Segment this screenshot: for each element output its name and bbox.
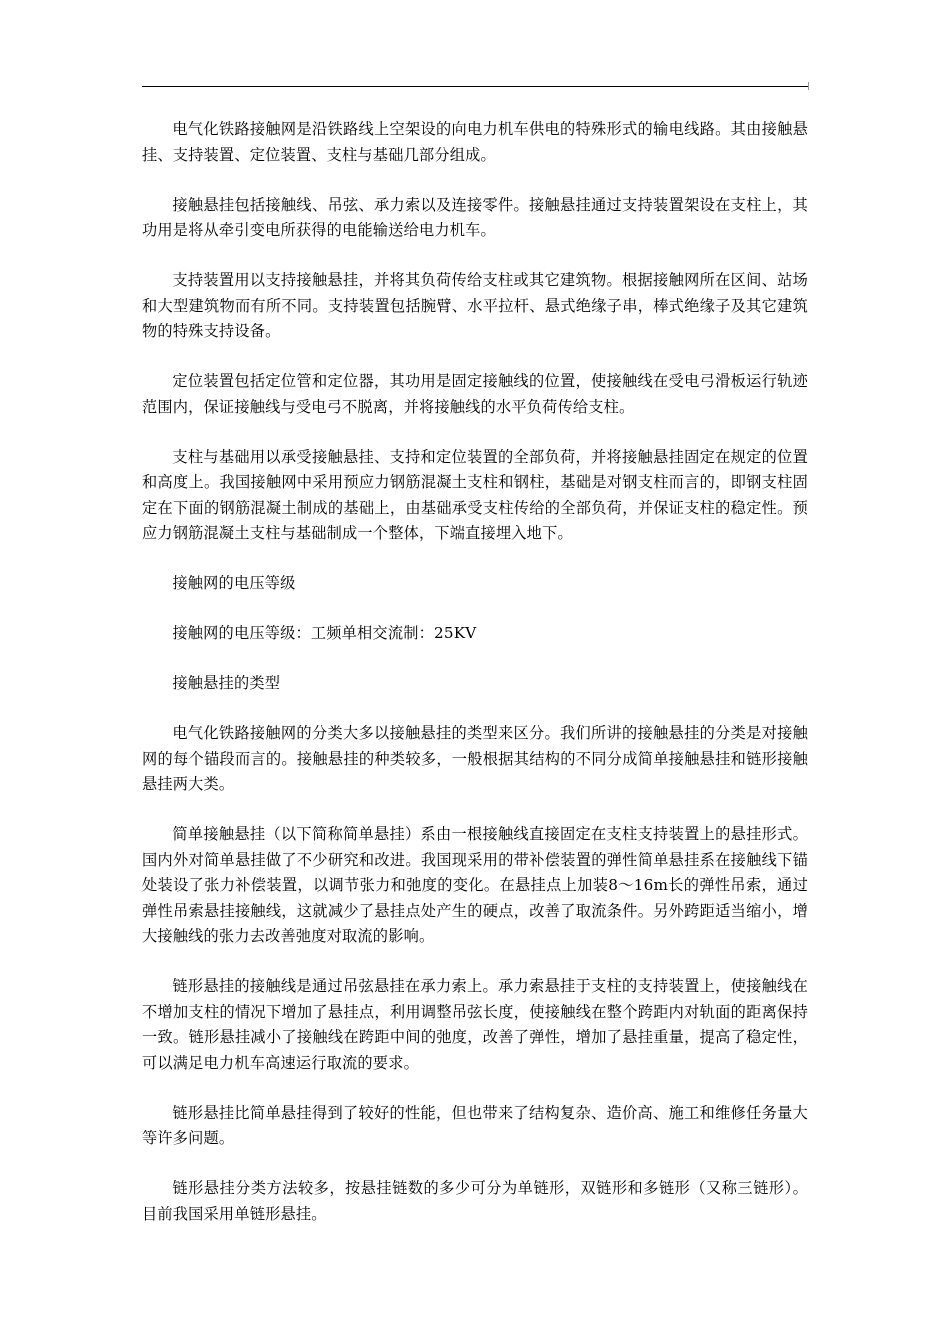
- paragraph-pole-foundation: 支柱与基础用以承受接触悬挂、支持和定位装置的全部负荷，并将接触悬挂固定在规定的位置和高度上。我国接触网中采用预应力钢筋混凝土支柱和钢柱，基础是对钢支柱而言的，即钢支柱固定在下面的钢筋混凝土制成的基础上，由基础承受支柱传给的全部负荷，并保证支柱的稳定性。预应力钢筋混凝土支柱与基础制成一个整体，下端直接埋入地下。: [142, 447, 808, 542]
- paragraph-support-device: 支持装置用以支持接触悬挂，并将其负荷传给支柱或其它建筑物。根据接触网所在区间、站场和大型建筑物而有所不同。支持装置包括腕臂、水平拉杆、悬式绝缘子串，棒式绝缘子及其它建筑物的特殊支持设备。: [142, 271, 808, 340]
- heading-voltage-level: 接触网的电压等级: [172, 574, 296, 592]
- paragraph-positioning-device: 定位装置包括定位管和定位器，其功用是固定接触线的位置，使接触线在受电弓滑板运行轨迹范围内，保证接触线与受电弓不脱离，并将接触线的水平负荷传给支柱。: [142, 372, 808, 416]
- header-corner-mark: [808, 82, 809, 90]
- header-rule: [142, 86, 808, 87]
- paragraph-contact-suspension: 接触悬挂包括接触线、吊弦、承力索以及连接零件。接触悬挂通过支持装置架设在支柱上，其功用是将从牵引变电所获得的电能输送给电力机车。: [142, 195, 808, 239]
- document-body: [142, 117, 808, 1252]
- paragraph-voltage-value: 接触网的电压等级：工频单相交流制：25KV: [172, 624, 477, 642]
- paragraph-simple-suspension: 简单接触悬挂（以下简称简单悬挂）系由一根接触线直接固定在支柱支持装置上的悬挂形式。国内外对简单悬挂做了不少研究和改进。我国现采用的带补偿装置的弹性简单悬挂系在接触线下锚处装设了张力补偿装置，以调节张力和弛度的变化。在悬挂点上加装8～16m长的弹性吊索，通过弹性吊索悬挂接触线，这就减少了悬挂点处产生的硬点，改善了取流条件。另外跨距适当缩小，增大接触线的张力去改善弛度对取流的影响。: [142, 825, 808, 945]
- heading-suspension-types: 接触悬挂的类型: [172, 674, 281, 692]
- paragraph-chain-suspension: 链形悬挂的接触线是通过吊弦悬挂在承力索上。承力索悬挂于支柱的支持装置上，使接触线在不增加支柱的情况下增加了悬挂点，利用调整吊弦长度，使接触线在整个跨距内对轨面的距离保持一致。链形悬挂减小了接触线在跨距中间的弛度，改善了弹性，增加了悬挂重量，提高了稳定性，可以满足电力机车高速运行取流的要求。: [142, 977, 808, 1072]
- paragraph-suspension-classification: 电气化铁路接触网的分类大多以接触悬挂的类型来区分。我们所讲的接触悬挂的分类是对接触网的每个锚段而言的。接触悬挂的种类较多，一般根据其结构的不同分成简单接触悬挂和链形接触悬挂两大类。: [142, 724, 808, 793]
- paragraph-catenary-overview: 电气化铁路接触网是沿铁路线上空架设的向电力机车供电的特殊形式的输电线路。其由接触悬挂、支持装置、定位装置、支柱与基础几部分组成。: [142, 120, 808, 164]
- paragraph-chain-tradeoffs: 链形悬挂比简单悬挂得到了较好的性能，但也带来了结构复杂、造价高、施工和维修任务量大等许多问题。: [142, 1103, 808, 1147]
- paragraph-chain-classification: 链形悬挂分类方法较多，按悬挂链数的多少可分为单链形，双链形和多链形（又称三链形）。目前我国采用单链形悬挂。: [142, 1179, 808, 1223]
